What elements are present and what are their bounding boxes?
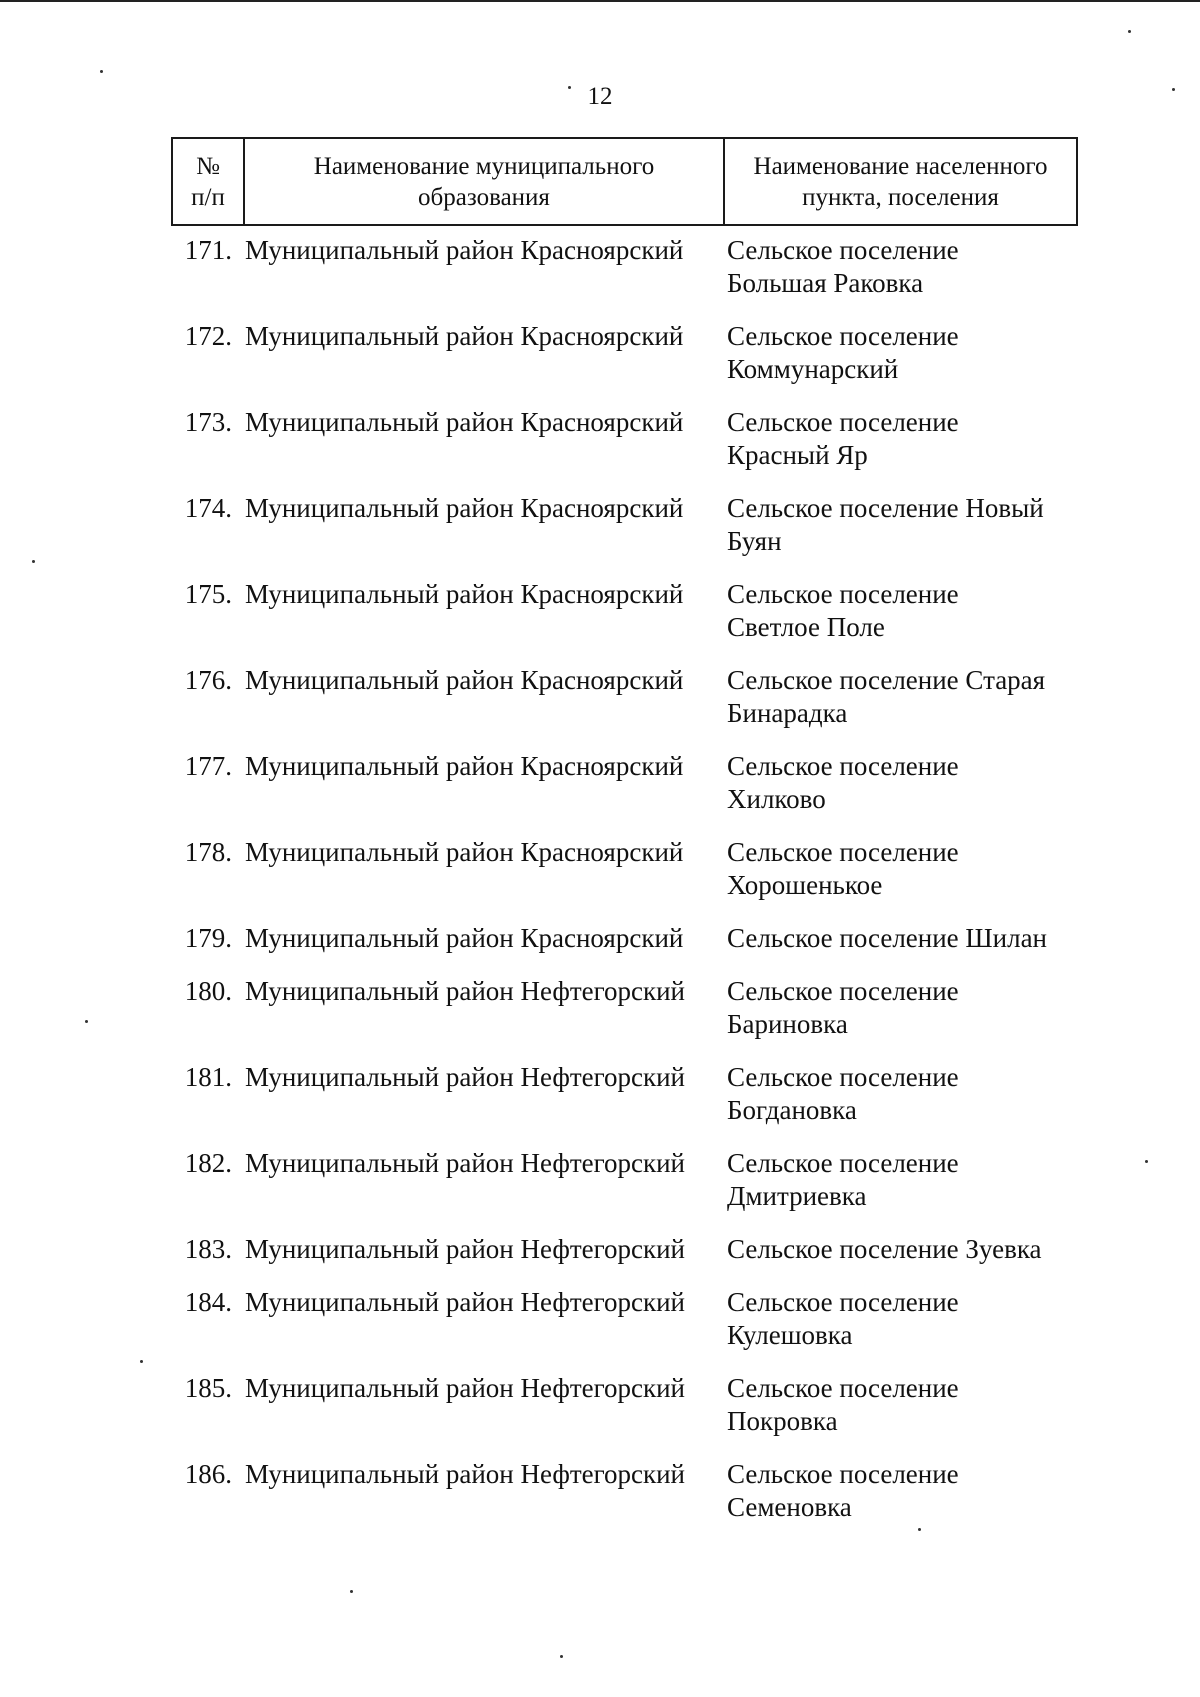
row-number: 184.	[184, 1287, 232, 1317]
settlement-name: Сельское поселение Хорошенькое	[727, 837, 959, 900]
scan-speck	[1172, 88, 1175, 91]
row-number: 178.	[184, 837, 232, 867]
municipality-name: Муниципальный район Нефтегорский	[245, 1234, 686, 1264]
municipality-name: Муниципальный район Красноярский	[245, 751, 684, 781]
settlement-name: Сельское поселение Бариновка	[727, 976, 959, 1039]
municipality-name: Муниципальный район Красноярский	[245, 665, 684, 695]
settlement-name: Сельское поселение Большая Раковка	[727, 235, 959, 298]
row-number: 174.	[184, 493, 232, 523]
scan-speck	[85, 1020, 88, 1023]
header-number-label: № п/п	[191, 152, 225, 211]
settlement-name: Сельское поселение Кулешовка	[727, 1287, 959, 1350]
settlement-name: Сельское поселение Семеновка	[727, 1459, 959, 1522]
settlement-name: Сельское поселение Старая Бинарадка	[727, 665, 1046, 728]
row-number: 177.	[184, 751, 232, 781]
municipality-name: Муниципальный район Красноярский	[245, 923, 684, 953]
settlement-name: Сельское поселение Хилково	[727, 751, 959, 814]
municipality-name: Муниципальный район Нефтегорский	[245, 1062, 686, 1092]
settlement-name: Сельское поселение Богдановка	[727, 1062, 959, 1125]
municipality-name: Муниципальный район Нефтегорский	[245, 1148, 686, 1178]
municipality-name: Муниципальный район Красноярский	[245, 235, 684, 265]
row-number: 172.	[184, 321, 232, 351]
scan-speck	[350, 1590, 353, 1593]
municipality-name: Муниципальный район Красноярский	[245, 407, 684, 437]
municipality-name: Муниципальный район Нефтегорский	[245, 1459, 686, 1489]
header-municipality-column	[245, 139, 725, 224]
scan-speck	[140, 1360, 143, 1363]
municipality-name: Муниципальный район Красноярский	[245, 493, 684, 523]
settlement-name: Сельское поселение Новый Буян	[727, 493, 1044, 556]
top-border-line	[0, 0, 1200, 2]
row-number: 186.	[184, 1459, 232, 1489]
scan-speck	[560, 1655, 563, 1658]
row-number: 171.	[184, 235, 232, 265]
municipality-name: Муниципальный район Нефтегорский	[245, 976, 686, 1006]
scan-speck	[568, 86, 571, 89]
municipality-name: Муниципальный район Красноярский	[245, 321, 684, 351]
settlement-name: Сельское поселение Зуевка	[727, 1234, 1042, 1264]
header-municipality-label: Наименование муниципального образования	[313, 152, 655, 211]
row-number: 179.	[184, 923, 232, 953]
municipality-name: Муниципальный район Нефтегорский	[245, 1373, 686, 1403]
settlement-name: Сельское поселение Светлое Поле	[727, 579, 959, 642]
municipality-name: Муниципальный район Красноярский	[245, 837, 684, 867]
scan-speck	[100, 70, 103, 73]
settlement-name: Сельское поселение Покровка	[727, 1373, 959, 1436]
settlement-name: Сельское поселение Коммунарский	[727, 321, 959, 384]
row-number: 182.	[184, 1148, 232, 1178]
header-number-column	[173, 139, 245, 224]
table-header	[171, 137, 1078, 226]
page-number: 12	[587, 83, 613, 110]
scan-speck	[1128, 30, 1131, 33]
municipality-name: Муниципальный район Нефтегорский	[245, 1287, 686, 1317]
row-number: 180.	[184, 976, 232, 1006]
row-number: 183.	[184, 1234, 232, 1264]
header-settlement-label: Наименование населенного пункта, поселения	[753, 152, 1048, 211]
row-number: 173.	[184, 407, 232, 437]
scan-speck	[918, 1528, 921, 1531]
scan-speck	[1145, 1160, 1148, 1163]
row-number: 181.	[184, 1062, 232, 1092]
row-number: 175.	[184, 579, 232, 609]
municipality-name: Муниципальный район Красноярский	[245, 579, 684, 609]
scan-speck	[32, 560, 35, 563]
settlement-name: Сельское поселение Шилан	[727, 923, 1048, 953]
settlement-name: Сельское поселение Дмитриевка	[727, 1148, 959, 1211]
row-number: 185.	[184, 1373, 232, 1403]
row-number: 176.	[184, 665, 232, 695]
settlement-name: Сельское поселение Красный Яр	[727, 407, 959, 470]
header-settlement-column	[725, 139, 1076, 224]
